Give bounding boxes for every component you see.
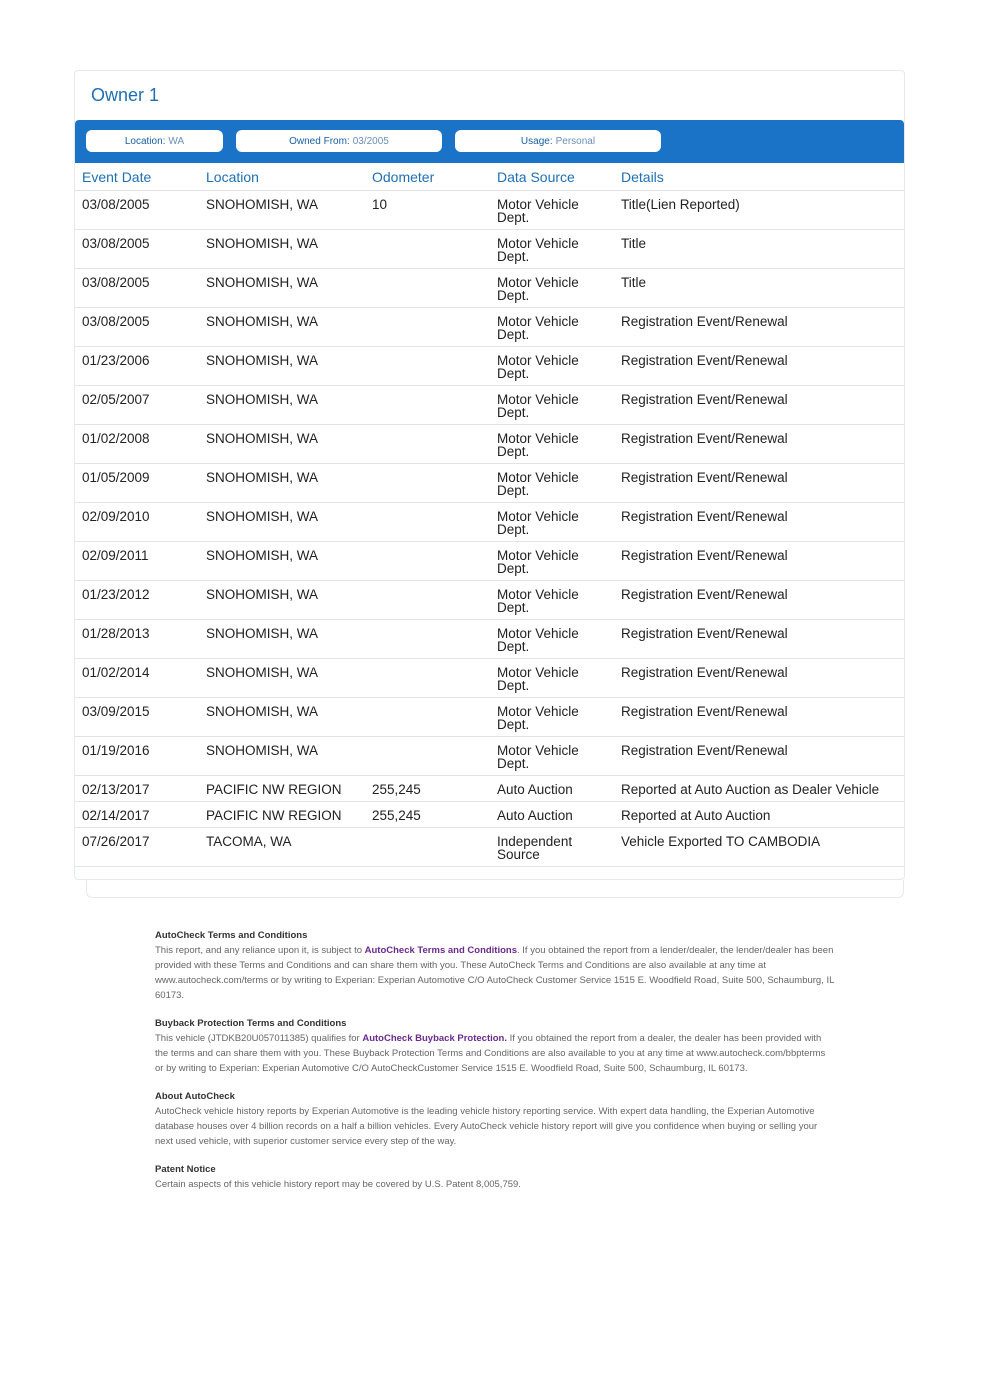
owner-title: Owner 1 — [91, 85, 160, 105]
header-odometer: Odometer — [372, 169, 435, 185]
cell-location: SNOHOMISH, WA — [206, 470, 319, 485]
table-row — [75, 386, 904, 425]
cell-event-date: 01/19/2016 — [82, 743, 150, 758]
buyback-text-post: If you obtained the report from a dealer, the dealer has been provided with the terms and can share them with you. These Buyback Protection Terms and Conditions are also available to you at any time at www.autocheck.com/bbpterms or by writing to Experian: Experian Automotive C/O AutoCheckCustomer Service 1515 E. Woodfield Road, Suite 500, Schaumburg, IL 60173. — [155, 1033, 826, 1074]
cell-data-source: Motor Vehicle Dept. — [497, 353, 579, 381]
cell-details: Title(Lien Reported) — [621, 197, 740, 212]
cell-details: Registration Event/Renewal — [621, 743, 788, 758]
terms-text — [155, 943, 835, 1003]
cell-event-date: 01/02/2008 — [82, 431, 150, 446]
cell-location: PACIFIC NW REGION — [206, 808, 342, 823]
cell-details: Reported at Auto Auction as Dealer Vehicle — [621, 782, 880, 797]
cell-details: Registration Event/Renewal — [621, 626, 788, 641]
cell-details: Registration Event/Renewal — [621, 704, 788, 719]
cell-event-date: 01/23/2012 — [82, 587, 150, 602]
cell-details: Registration Event/Renewal — [621, 470, 788, 485]
table-row — [75, 191, 904, 230]
about-text: AutoCheck vehicle history reports by Experian Automotive is the leading vehicle history reporting service. With expert data handling, the Experian Automotive database houses over 4 billion records on a half a billion vehicles. Every AutoCheck vehicle history report will give you confidence when buying or selling your next used vehicle, with superior customer service every step of the way. — [155, 1106, 818, 1147]
patent-section — [155, 1162, 835, 1192]
cell-data-source: Motor Vehicle Dept. — [497, 431, 579, 459]
about-heading: About AutoCheck — [155, 1091, 235, 1102]
terms-text-post: . If you obtained the report from a lender/dealer, the lender/dealer has been provided with these Terms and Conditions and can share them with you. These AutoCheck Terms and Conditions are also available at any time at www.autocheck.com/terms or by writing to Experian: Experian Automotive C/O AutoCheck Customer Service 1515 E. Woodfield Road, Suite 500, Schaumburg, IL 60173. — [155, 945, 835, 1001]
cell-location: SNOHOMISH, WA — [206, 587, 319, 602]
cell-details: Title — [621, 275, 647, 290]
table-row — [75, 347, 904, 386]
patent-heading: Patent Notice — [155, 1164, 216, 1175]
cell-location: SNOHOMISH, WA — [206, 392, 319, 407]
cell-location: SNOHOMISH, WA — [206, 197, 319, 212]
header-event-date: Event Date — [82, 169, 152, 185]
cell-event-date: 02/14/2017 — [82, 808, 150, 823]
cell-location: TACOMA, WA — [206, 834, 292, 849]
table-row — [75, 269, 904, 308]
cell-event-date: 01/02/2014 — [82, 665, 150, 680]
cell-event-date: 01/05/2009 — [82, 470, 150, 485]
location-pill — [86, 130, 223, 152]
cell-data-source: Motor Vehicle Dept. — [497, 704, 579, 732]
table-row — [75, 230, 904, 269]
owned-from-pill-value: 03/2005 — [352, 135, 389, 147]
cell-event-date: 01/23/2006 — [82, 353, 150, 368]
owner-card — [74, 70, 905, 880]
cell-details: Registration Event/Renewal — [621, 353, 788, 368]
cell-data-source: Motor Vehicle Dept. — [497, 314, 579, 342]
header-details: Details — [621, 169, 664, 185]
buyback-text — [155, 1031, 835, 1076]
cell-details: Registration Event/Renewal — [621, 392, 788, 407]
header-location: Location — [206, 169, 259, 185]
owner-summary-band — [75, 120, 904, 163]
cell-location: SNOHOMISH, WA — [206, 626, 319, 641]
cell-event-date: 03/08/2005 — [82, 197, 150, 212]
table-row — [75, 737, 904, 776]
table-row — [75, 620, 904, 659]
cell-location: SNOHOMISH, WA — [206, 314, 319, 329]
table-row — [75, 425, 904, 464]
cell-details: Reported at Auto Auction — [621, 808, 771, 823]
patent-text: Certain aspects of this vehicle history report may be covered by U.S. Patent 8,005,759. — [155, 1179, 521, 1190]
cell-details: Title — [621, 236, 647, 251]
cell-event-date: 02/09/2011 — [82, 548, 149, 563]
cell-location: SNOHOMISH, WA — [206, 275, 319, 290]
cell-event-date: 03/08/2005 — [82, 236, 150, 251]
buyback-link[interactable]: AutoCheck Buyback Protection. — [362, 1033, 507, 1044]
table-row — [75, 464, 904, 503]
cell-event-date: 01/28/2013 — [82, 626, 150, 641]
usage-pill — [455, 130, 661, 152]
table-row — [75, 659, 904, 698]
cell-data-source: Independent Source — [497, 834, 573, 862]
cell-event-date: 07/26/2017 — [82, 834, 150, 849]
cell-location: SNOHOMISH, WA — [206, 431, 319, 446]
cell-data-source: Motor Vehicle Dept. — [497, 509, 579, 537]
table-row — [75, 802, 904, 828]
cell-data-source: Motor Vehicle Dept. — [497, 587, 579, 615]
cell-location: SNOHOMISH, WA — [206, 353, 319, 368]
owned-from-pill-label: Owned From: — [289, 135, 350, 147]
terms-heading: AutoCheck Terms and Conditions — [155, 930, 308, 941]
table-row — [75, 776, 904, 802]
cell-data-source: Motor Vehicle Dept. — [497, 197, 579, 225]
cell-location: SNOHOMISH, WA — [206, 665, 319, 680]
location-pill-value: WA — [168, 135, 185, 147]
cell-data-source: Motor Vehicle Dept. — [497, 626, 579, 654]
cell-details: Registration Event/Renewal — [621, 509, 788, 524]
table-row — [75, 308, 904, 347]
cell-event-date: 02/05/2007 — [82, 392, 150, 407]
cell-data-source: Motor Vehicle Dept. — [497, 275, 579, 303]
cell-data-source: Auto Auction — [497, 782, 573, 797]
cell-details: Registration Event/Renewal — [621, 548, 788, 563]
table-row — [75, 698, 904, 737]
table-row — [75, 503, 904, 542]
cell-details: Registration Event/Renewal — [621, 314, 788, 329]
cell-data-source: Motor Vehicle Dept. — [497, 548, 579, 576]
cell-location: SNOHOMISH, WA — [206, 509, 319, 524]
footer — [155, 928, 835, 1205]
cell-details: Registration Event/Renewal — [621, 431, 788, 446]
cell-data-source: Motor Vehicle Dept. — [497, 665, 579, 693]
cell-location: SNOHOMISH, WA — [206, 704, 319, 719]
cell-location: SNOHOMISH, WA — [206, 548, 319, 563]
cell-details: Registration Event/Renewal — [621, 665, 788, 680]
terms-link[interactable]: AutoCheck Terms and Conditions — [364, 945, 518, 956]
header-data-source: Data Source — [497, 169, 575, 185]
cell-event-date: 03/08/2005 — [82, 314, 150, 329]
table-row — [75, 828, 904, 867]
cell-odometer: 255,245 — [372, 808, 421, 823]
cell-location: SNOHOMISH, WA — [206, 236, 319, 251]
cell-location: SNOHOMISH, WA — [206, 743, 319, 758]
cell-data-source: Motor Vehicle Dept. — [497, 236, 579, 264]
cell-data-source: Motor Vehicle Dept. — [497, 392, 579, 420]
buyback-text-pre: This vehicle (JTDKB20U057011385) qualifies for — [155, 1033, 363, 1044]
table-row — [75, 542, 904, 581]
terms-section — [155, 928, 835, 1003]
usage-pill-label: Usage: — [520, 135, 553, 147]
cell-event-date: 03/09/2015 — [82, 704, 150, 719]
card-bottom-edge — [86, 880, 904, 898]
table-row — [75, 581, 904, 620]
table-header — [75, 167, 904, 191]
owned-from-pill — [236, 130, 442, 152]
terms-text-pre: This report, and any reliance upon it, is subject to — [155, 945, 365, 956]
cell-data-source: Auto Auction — [497, 808, 573, 823]
cell-details: Registration Event/Renewal — [621, 587, 788, 602]
cell-event-date: 02/13/2017 — [82, 782, 150, 797]
location-pill-label: Location: — [124, 135, 166, 147]
cell-odometer: 255,245 — [372, 782, 421, 797]
cell-event-date: 02/09/2010 — [82, 509, 150, 524]
cell-data-source: Motor Vehicle Dept. — [497, 743, 579, 771]
cell-location: PACIFIC NW REGION — [206, 782, 342, 797]
usage-pill-value: Personal — [555, 135, 596, 147]
buyback-section — [155, 1016, 835, 1076]
cell-event-date: 03/08/2005 — [82, 275, 150, 290]
about-section — [155, 1089, 835, 1149]
cell-odometer: 10 — [372, 197, 388, 212]
cell-data-source: Motor Vehicle Dept. — [497, 470, 579, 498]
cell-details: Vehicle Exported TO CAMBODIA — [621, 834, 821, 849]
buyback-heading: Buyback Protection Terms and Conditions — [155, 1018, 347, 1029]
